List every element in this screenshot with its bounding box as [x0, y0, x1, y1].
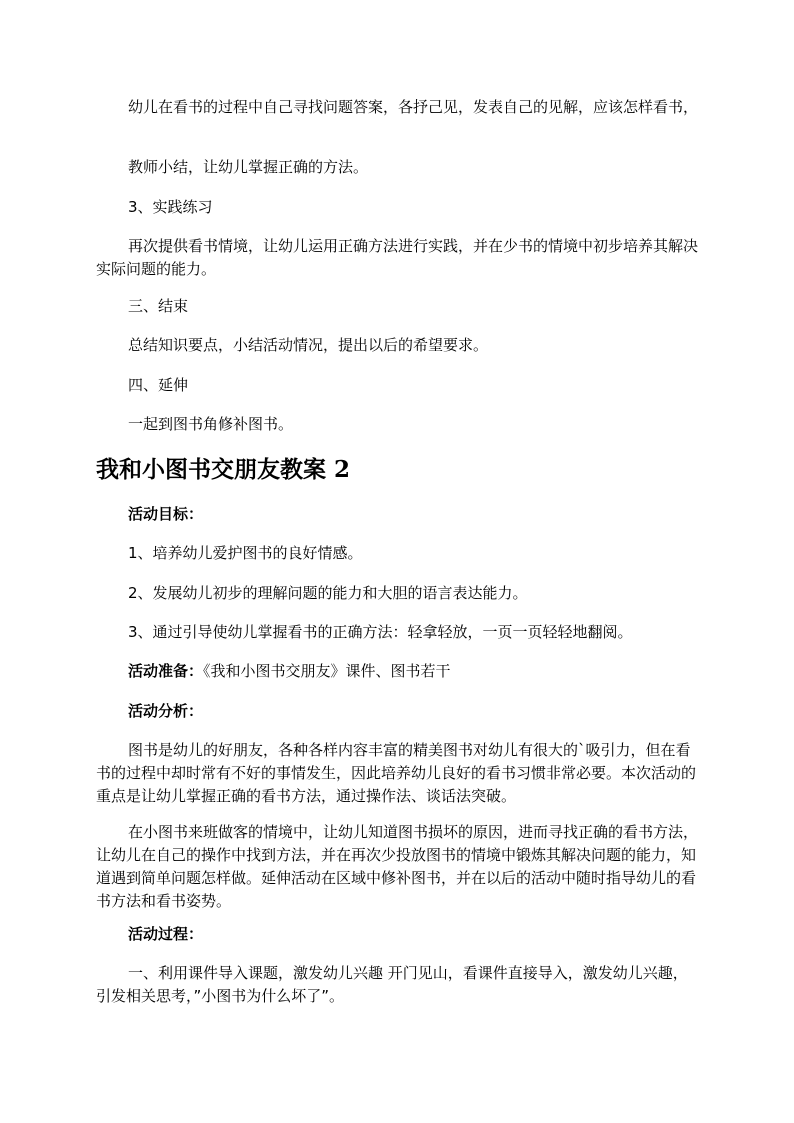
analysis-paragraph: 图书是幼儿的好朋友，各种各样内容丰富的精美图书对幼儿有很大的`吸引力，但在看书的过程中却时常有不好的事情发生，因此培养幼儿良好的看书习惯非常必要。本次活动的重点是让幼儿掌握正确的看书方法，通过操作法、谈话法突破。 — [96, 741, 697, 805]
preparation-label: 活动准备： — [128, 662, 204, 680]
process-heading: 活动过程： — [128, 925, 204, 943]
paragraph: 3、实践练习 — [128, 198, 213, 216]
paragraph: 一起到图书角修补图书。 — [128, 415, 294, 433]
process-paragraph: 一、利用课件导入课题，激发幼儿兴趣 开门见山，看课件直接导入，激发幼儿兴趣，引发相关思考，”小图书为什么坏了”。 — [96, 964, 688, 1005]
paragraph: 三、结束 — [128, 297, 189, 315]
goal-item: 3、通过引导使幼儿掌握看书的正确方法：轻拿轻放，一页一页轻轻地翻阅。 — [128, 623, 633, 641]
paragraph: 总结知识要点，小结活动情况，提出以后的希望要求。 — [128, 336, 489, 354]
paragraph: 再次提供看书情境，让幼儿运用正确方法进行实践，并在少书的情境中初步培养其解决实际问题的能力。 — [96, 237, 699, 278]
analysis-heading: 活动分析： — [128, 702, 204, 720]
paragraph: 四、延伸 — [128, 376, 189, 394]
preparation-line — [96, 660, 702, 683]
paragraph: 幼儿在看书的过程中自己寻找问题答案，各抒己见，发表自己的见解，应该怎样看书， — [128, 98, 699, 116]
analysis-paragraph: 在小图书来班做客的情境中，让幼儿知道图书损坏的原因，进而寻找正确的看书方法，让幼儿在自己的操作中找到方法，并在再次少投放图书的情境中锻炼其解决问题的能力，知道遇到简单问题怎样做。延伸活动在区域中修补图书，并在以后的活动中随时指导幼儿的看书方法和看书姿势。 — [96, 823, 699, 910]
goal-item: 2、发展幼儿初步的理解问题的能力和大胆的语言表达能力。 — [128, 584, 528, 602]
goal-item: 1、培养幼儿爱护图书的良好情感。 — [128, 544, 363, 562]
preparation-text: 《我和小图书交朋友》课件、图书若干 — [203, 662, 451, 680]
paragraph: 教师小结，让幼儿掌握正确的方法。 — [128, 158, 369, 176]
section-title: 我和小图书交朋友教案 2 — [96, 456, 351, 483]
goals-heading: 活动目标： — [128, 505, 204, 523]
